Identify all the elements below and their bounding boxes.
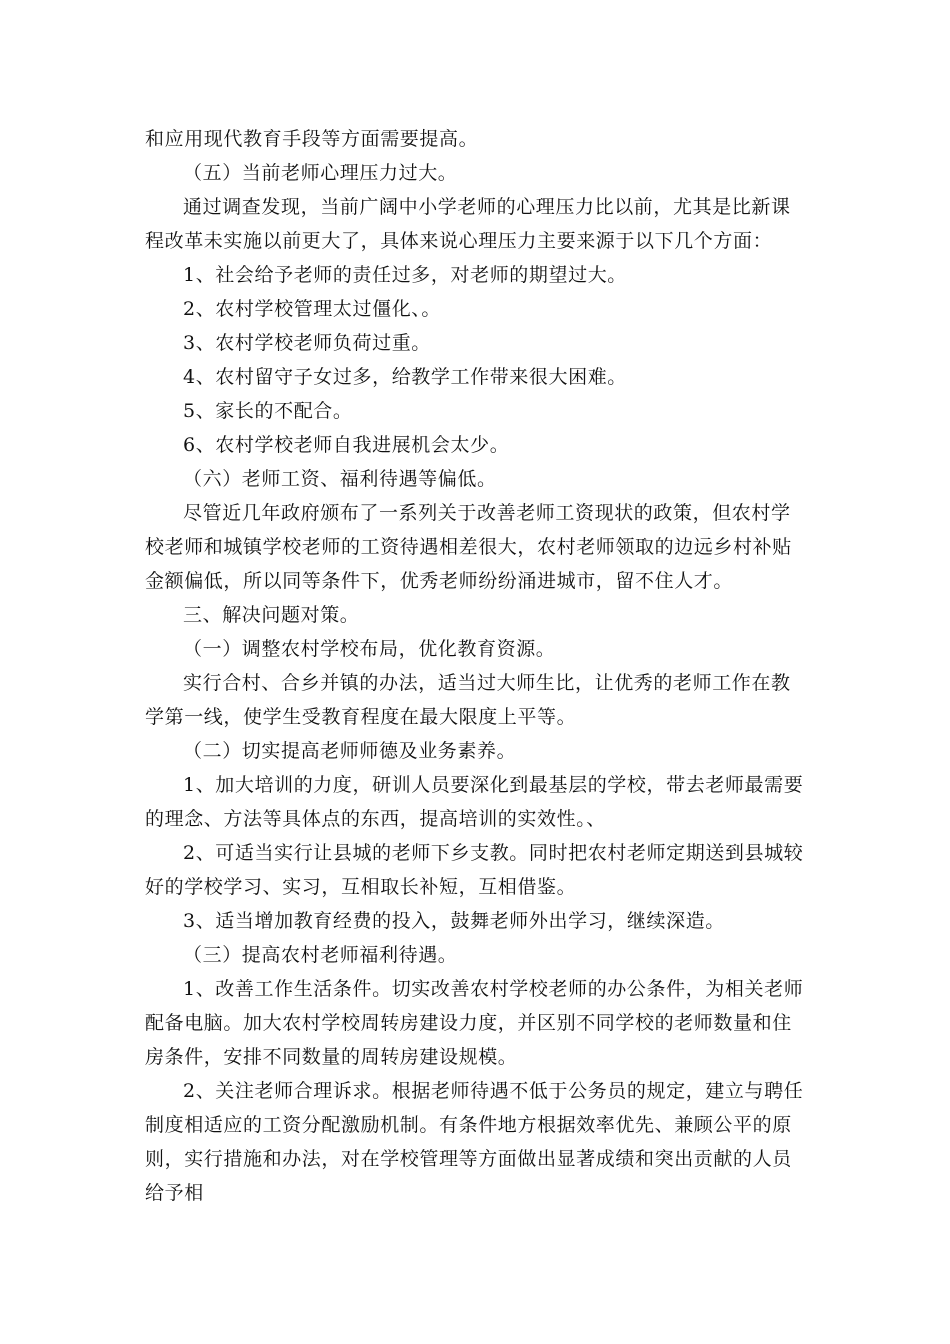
list-item: 5、家长的不配合。	[183, 400, 353, 422]
list-item: 1、加大培训的力度，研训人员要深化到最基层的学校，带去老师最需要的理念、方法等具体点的东西，提高培训的实效性。、	[145, 774, 804, 830]
list-item: 3、农村学校老师负荷过重。	[183, 332, 431, 354]
paragraph-continuation: 和应用现代教育手段等方面需要提高。	[145, 128, 479, 150]
list-item: 2、关注老师合理诉求。根据老师待遇不低于公务员的规定，建立与聘任制度相适应的工资分配激励机制。有条件地方根据效率优先、兼顾公平的原则，实行措施和办法，对在学校管理等方面做出显著成绩和突出贡献的人员给予相	[145, 1080, 804, 1204]
list-item: 1、社会给予老师的责任过多，对老师的期望过大。	[183, 264, 627, 286]
paragraph: 通过调查发现，当前广阔中小学老师的心理压力比以前，尤其是比新课程改革未实施以前更大了，具体来说心理压力主要来源于以下几个方面：	[145, 196, 791, 252]
document-body	[145, 122, 805, 1210]
section-heading-6: （六）老师工资、福利待遇等偏低。	[183, 468, 497, 490]
chapter-heading: 三、解决问题对策。	[183, 604, 360, 626]
section-heading-2: （二）切实提高老师师德及业务素养。	[183, 740, 517, 762]
list-item: 6、农村学校老师自我进展机会太少。	[183, 434, 510, 456]
list-item: 2、可适当实行让县城的老师下乡支教。同时把农村老师定期送到县城较好的学校学习、实习，互相取长补短，互相借鉴。	[145, 842, 804, 898]
section-heading-1: （一）调整农村学校布局，优化教育资源。	[183, 638, 556, 660]
section-heading-3: （三）提高农村老师福利待遇。	[183, 944, 458, 966]
list-item: 2、农村学校管理太过僵化、。	[183, 298, 441, 320]
list-item: 1、改善工作生活条件。切实改善农村学校老师的办公条件，为相关老师配备电脑。加大农村学校周转房建设力度，并区别不同学校的老师数量和住房条件，安排不同数量的周转房建设规模。	[145, 978, 804, 1068]
list-item: 3、适当增加教育经费的投入，鼓舞老师外出学习，继续深造。	[183, 910, 725, 932]
paragraph: 尽管近几年政府颁布了一系列关于改善老师工资现状的政策，但农村学校老师和城镇学校老师的工资待遇相差很大，农村老师领取的边远乡村补贴金额偏低，所以同等条件下，优秀老师纷纷涌进城市，留不住人才。	[145, 502, 792, 592]
section-heading-5: （五）当前老师心理压力过大。	[183, 162, 458, 184]
list-item: 4、农村留守子女过多，给教学工作带来很大困难。	[183, 366, 627, 388]
paragraph: 实行合村、合乡并镇的办法，适当过大师生比，让优秀的老师工作在教学第一线，使学生受教育程度在最大限度上平等。	[145, 672, 791, 728]
